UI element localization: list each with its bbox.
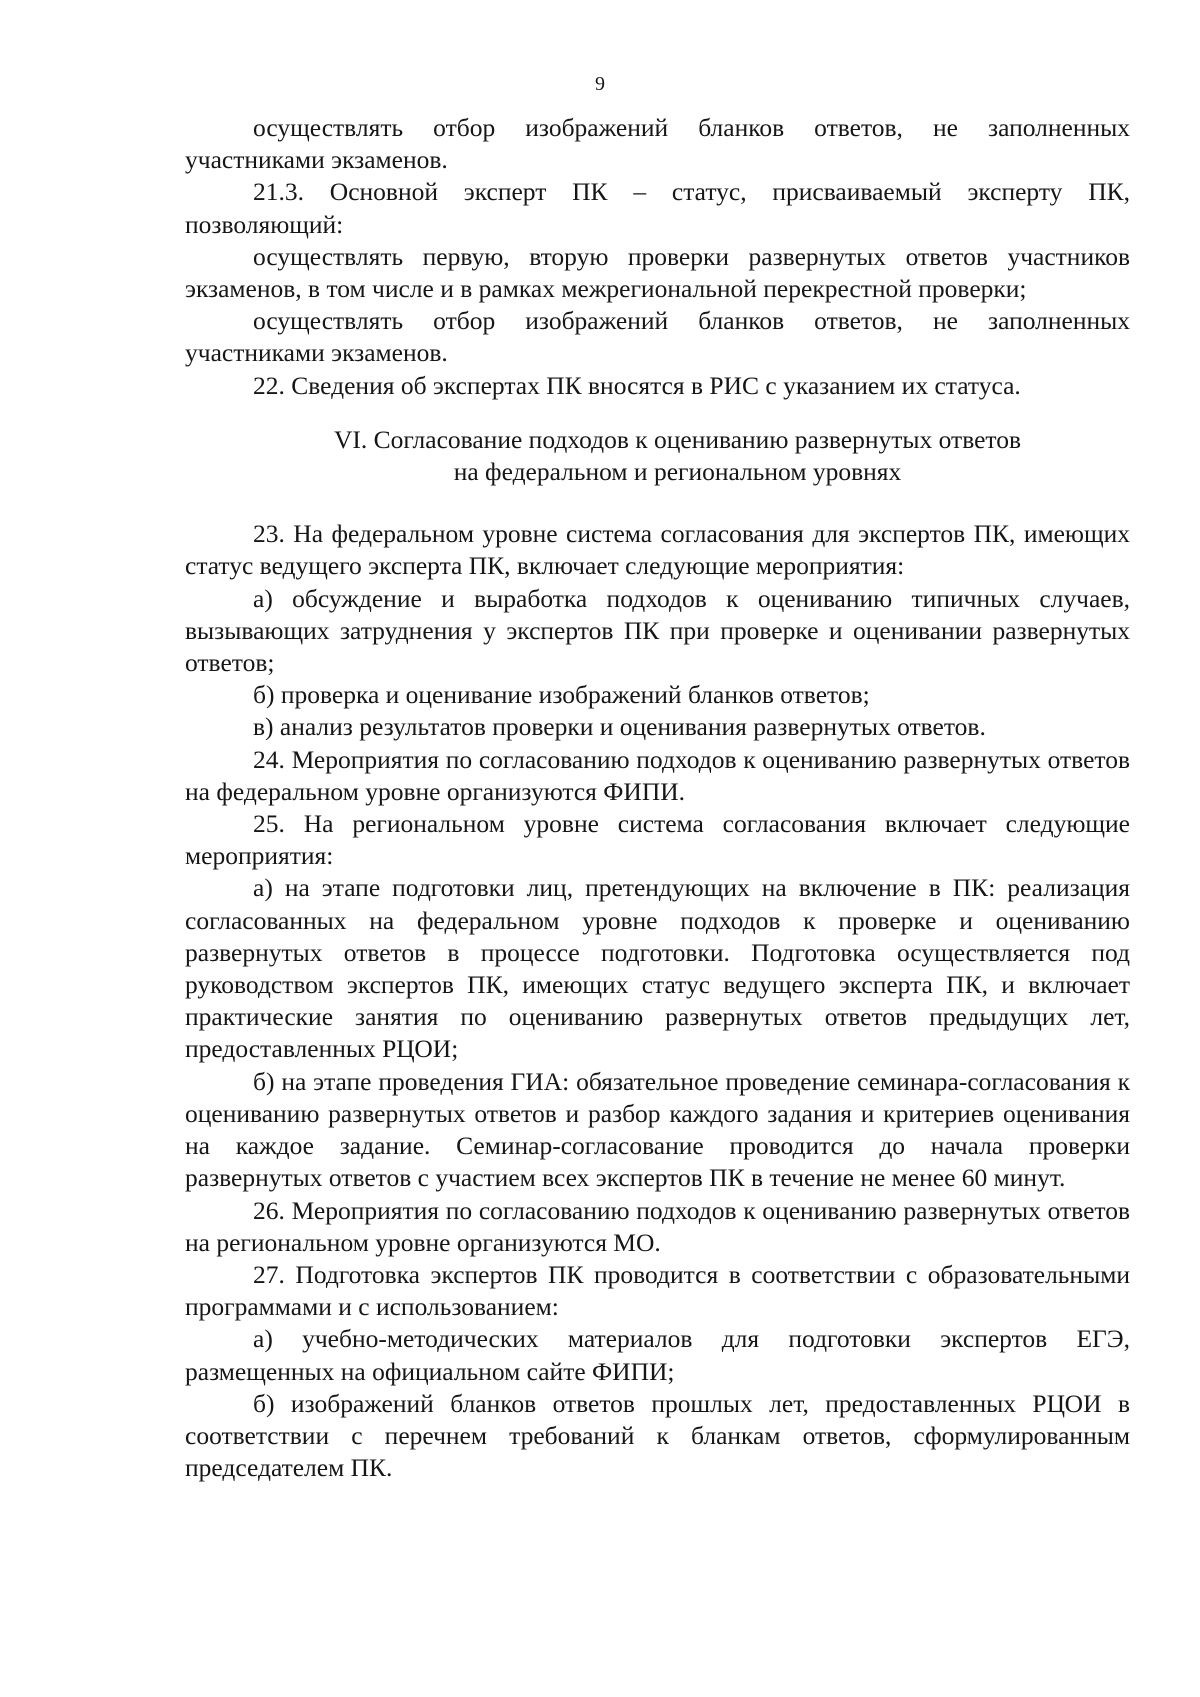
section-heading-line: на федеральном и региональном уровнях: [453, 457, 902, 487]
paragraph: в) анализ результатов проверки и оценивания развернутых ответов.: [253, 712, 986, 742]
paragraph: 21.3. Основной эксперт ПК – статус, присваиваемый эксперту ПК, позволяющий:: [185, 177, 1130, 239]
paragraph: 25. На региональном уровне система согласования включает следующие мероприятия:: [185, 809, 1130, 871]
paragraph: а) на этапе подготовки лиц, претендующих на включение в ПК: реализация согласованных на федеральном уровне подходов к проверке и оцениванию развернутых ответов в процессе подготовки. Подготовка осуществляется под руководством экспертов ПК, имеющих статус ведущего эксперта ПК, и включает практические занятия по оцениванию развернутых ответов предыдущих лет, предоставленных РЦОИ;: [185, 873, 1130, 1064]
paragraph: 27. Подготовка экспертов ПК проводится в соответствии с образовательными программами и с использованием:: [185, 1259, 1130, 1322]
paragraph: осуществлять отбор изображений бланков ответов, не заполненных участниками экзаменов.: [185, 306, 1130, 368]
paragraph: 23. На федеральном уровне система согласования для экспертов ПК, имеющих статус ведущего эксперта ПК, включает следующие мероприятия:: [185, 519, 1130, 581]
paragraph: б) на этапе проведения ГИА: обязательное проведение семинара-согласования к оцениванию развернутых ответов и разбор каждого задания и критериев оценивания на каждое задание. Семинар-согласование проводится до начала проверки развернутых ответов с участием всех экспертов ПК в течение не менее 60 минут.: [185, 1066, 1130, 1193]
page-number: 9: [595, 73, 605, 95]
paragraph: 22. Сведения об экспертах ПК вносятся в РИС с указанием их статуса.: [253, 370, 1021, 400]
paragraph: осуществлять отбор изображений бланков ответов, не заполненных участниками экзаменов.: [185, 113, 1130, 175]
paragraph: 24. Мероприятия по согласованию подходов к оцениванию развернутых ответов на федеральном уровне организуются ФИПИ.: [185, 744, 1130, 806]
paragraph: б) изображений бланков ответов прошлых лет, предоставленных РЦОИ в соответствии с перечнем требований к бланкам ответов, сформулированным председателем ПК.: [185, 1388, 1130, 1483]
paragraph: осуществлять первую, вторую проверки развернутых ответов участников экзаменов, в том числе и в рамках межрегиональной перекрестной проверки;: [185, 241, 1130, 304]
section-heading-line: VI. Согласование подходов к оцениванию развернутых ответов: [333, 424, 1022, 454]
paragraph: 26. Мероприятия по согласованию подходов к оцениванию развернутых ответов на региональном уровне организуются МО.: [185, 1195, 1130, 1257]
paragraph: а) учебно-методических материалов для подготовки экспертов ЕГЭ, размещенных на официальном сайте ФИПИ;: [185, 1324, 1130, 1386]
paragraph: б) проверка и оценивание изображений бланков ответов;: [253, 680, 870, 710]
paragraph: а) обсуждение и выработка подходов к оцениванию типичных случаев, вызывающих затруднения у экспертов ПК при проверке и оценивании развернутых ответов;: [185, 583, 1130, 678]
section-heading: [185, 424, 1130, 488]
document-body: [185, 112, 1130, 1484]
